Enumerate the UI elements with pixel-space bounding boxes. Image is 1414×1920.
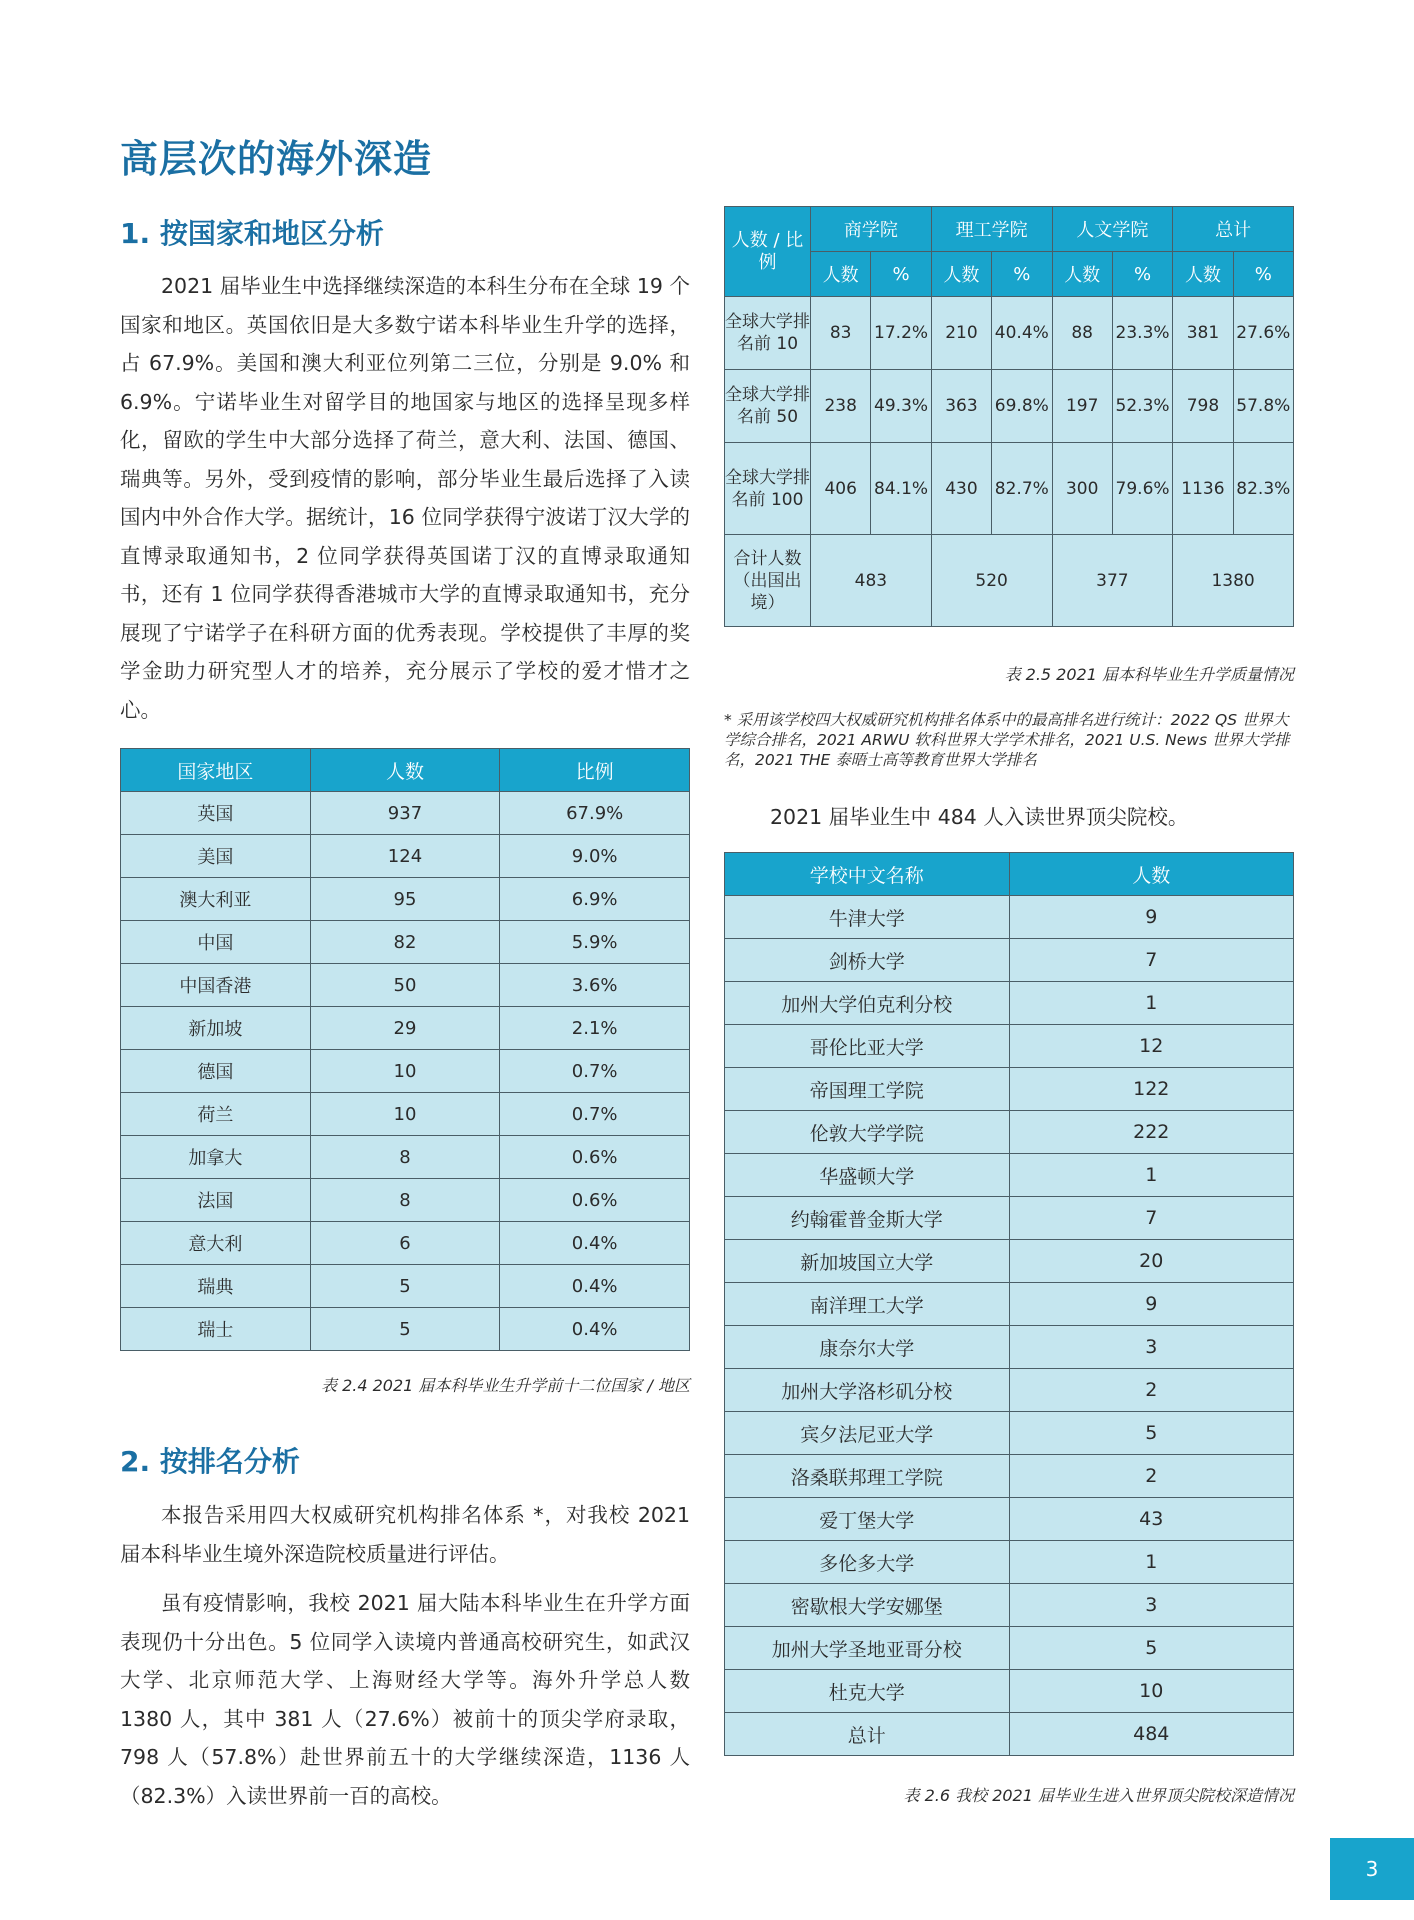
table-row: [725, 1627, 1294, 1670]
table-cell: 5: [310, 1265, 500, 1308]
table-row: [725, 982, 1294, 1025]
page-title: 高层次的海外深造: [120, 137, 433, 181]
table-cell: 20: [1009, 1240, 1294, 1283]
table-row: [725, 939, 1294, 982]
section-1-title: 1. 按国家和地区分析: [120, 217, 384, 250]
quality-sub-header: 人数: [811, 252, 871, 297]
table-cell: 5.9%: [500, 921, 690, 964]
table-cell: 英国: [121, 792, 311, 835]
table-row: [725, 1584, 1294, 1627]
table-row: [725, 1326, 1294, 1369]
table-cell: 1: [1009, 982, 1294, 1025]
table-row: [121, 1265, 690, 1308]
section-1-paragraph: 2021 届毕业生中选择继续深造的本科生分布在全球 19 个国家和地区。英国依旧是大多数宁诺本科毕业生升学的选择，占 67.9%。美国和澳大利亚位列第二三位，分别是 9.0% 和 6.9%。宁诺毕业生对留学目的地国家与地区的选择呈现多样化，留欧的学生中大部分选择了荷兰，意大利、法国、德国、瑞典等。另外，受到疫情的影响，部分毕业生最后选择了入读国内中外合作大学。据统计，16 位同学获得宁波诺丁汉大学的直博录取通知书，2 位同学获得英国诺丁汉的直博录取通知书，还有 1 位同学获得香港城市大学的直博录取通知书，充分展现了宁诺学子在科研方面的优秀表现。学校提供了丰厚的奖学金助力研究型人才的培养，充分展示了学校的爱才惜才之心。: [120, 274, 690, 722]
table-row: [121, 792, 690, 835]
table-cell: 1136: [1173, 443, 1233, 535]
table-cell: 484: [1009, 1713, 1294, 1756]
table-cell: 17.2%: [871, 297, 931, 370]
school-header-cell: 人数: [1009, 853, 1294, 896]
table-row: [725, 1498, 1294, 1541]
table-row: [121, 878, 690, 921]
table-cell: 1: [1009, 1154, 1294, 1197]
quality-table-sub-header: [725, 252, 1294, 297]
school-header-cell: 学校中文名称: [725, 853, 1010, 896]
table-cell: 363: [931, 370, 991, 443]
table-cell: 加州大学洛杉矶分校: [725, 1369, 1010, 1412]
table-cell: 0.7%: [500, 1050, 690, 1093]
table-cell: 10: [310, 1050, 500, 1093]
ranking-footnote: * 采用该学校四大权威研究机构排名体系中的最高排名进行统计：2022 QS 世界大学综合排名，2021 ARWU 软科世界大学学术排名，2021 U.S. News 世界大学排名，2021 THE 泰晤士高等教育世界大学排名: [724, 711, 1290, 769]
table-cell: 康奈尔大学: [725, 1326, 1010, 1369]
table-cell: 3: [1009, 1584, 1294, 1627]
quality-group-header: 人文学院: [1052, 207, 1173, 252]
quality-table-caption: 表 2.5 2021 届本科毕业生升学质量情况: [1004, 665, 1294, 684]
table-cell: 1380: [1173, 535, 1294, 627]
table-cell: 7: [1009, 1197, 1294, 1240]
section-2-title: 2. 按排名分析: [120, 1445, 300, 1478]
table-cell: 8: [310, 1136, 500, 1179]
quality-sub-header: 人数: [931, 252, 991, 297]
table-cell: 88: [1052, 297, 1112, 370]
table-cell: 10: [1009, 1670, 1294, 1713]
table-cell: 210: [931, 297, 991, 370]
table-row: [121, 1136, 690, 1179]
table-cell: 2.1%: [500, 1007, 690, 1050]
table-cell: 82: [310, 921, 500, 964]
table-row: [121, 835, 690, 878]
table-row: [725, 1240, 1294, 1283]
table-cell: 牛津大学: [725, 896, 1010, 939]
table-row: [725, 896, 1294, 939]
table-cell: 意大利: [121, 1222, 311, 1265]
table-cell: 520: [931, 535, 1052, 627]
table-row: [725, 1713, 1294, 1756]
table-row: [121, 1007, 690, 1050]
table-cell: 瑞士: [121, 1308, 311, 1351]
table-cell: 加州大学伯克利分校: [725, 982, 1010, 1025]
table-row: [121, 964, 690, 1007]
table-cell: 8: [310, 1179, 500, 1222]
table-cell: 0.6%: [500, 1136, 690, 1179]
row-label-cell: 合计人数（出国出境）: [725, 535, 811, 627]
table-cell: 43: [1009, 1498, 1294, 1541]
table-cell: 伦敦大学学院: [725, 1111, 1010, 1154]
table-cell: 约翰霍普金斯大学: [725, 1197, 1010, 1240]
table-cell: 3: [1009, 1326, 1294, 1369]
table-cell: 124: [310, 835, 500, 878]
table-cell: 0.4%: [500, 1222, 690, 1265]
table-row: [725, 1541, 1294, 1584]
school-table: [724, 852, 1294, 1756]
table-cell: 57.8%: [1233, 370, 1293, 443]
table-row: [725, 1283, 1294, 1326]
table-cell: 0.4%: [500, 1265, 690, 1308]
table-cell: 67.9%: [500, 792, 690, 835]
row-label-cell: 全球大学排名前 100: [725, 443, 811, 535]
table-cell: 总计: [725, 1713, 1010, 1756]
table-cell: 12: [1009, 1025, 1294, 1068]
table-cell: 0.6%: [500, 1179, 690, 1222]
table-cell: 法国: [121, 1179, 311, 1222]
quality-sub-header: 人数: [1052, 252, 1112, 297]
country-table-body: [121, 792, 690, 1351]
table-cell: 0.7%: [500, 1093, 690, 1136]
school-table-header: [725, 853, 1294, 896]
table-cell: 瑞典: [121, 1265, 311, 1308]
table-cell: 2: [1009, 1455, 1294, 1498]
quality-sub-header: %: [871, 252, 931, 297]
table-cell: 澳大利亚: [121, 878, 311, 921]
table-row: [121, 1179, 690, 1222]
quality-sub-header: %: [1233, 252, 1293, 297]
country-table: [120, 748, 690, 1351]
table-cell: 杜克大学: [725, 1670, 1010, 1713]
table-cell: 新加坡国立大学: [725, 1240, 1010, 1283]
table-cell: 3.6%: [500, 964, 690, 1007]
quality-group-header: 理工学院: [931, 207, 1052, 252]
table-cell: 中国香港: [121, 964, 311, 1007]
table-cell: 加州大学圣地亚哥分校: [725, 1627, 1010, 1670]
table-cell: 10: [310, 1093, 500, 1136]
table-cell: 798: [1173, 370, 1233, 443]
table-cell: 6: [310, 1222, 500, 1265]
quality-table-body: [725, 297, 1294, 627]
table-row: [725, 1068, 1294, 1111]
table-cell: 52.3%: [1112, 370, 1172, 443]
table-cell: 197: [1052, 370, 1112, 443]
table-row: [725, 297, 1294, 370]
table-row: [121, 1222, 690, 1265]
table-cell: 406: [811, 443, 871, 535]
table-cell: 69.8%: [992, 370, 1052, 443]
quality-table-group-header: [725, 207, 1294, 252]
table-cell: 377: [1052, 535, 1173, 627]
country-header-cell: 人数: [310, 749, 500, 792]
school-table-caption: 表 2.6 我校 2021 届毕业生进入世界顶尖院校深造情况: [903, 1786, 1294, 1805]
school-table-body: [725, 896, 1294, 1756]
table-cell: 加拿大: [121, 1136, 311, 1179]
row-label-cell: 全球大学排名前 10: [725, 297, 811, 370]
table-row: [725, 1412, 1294, 1455]
table-row: [725, 1455, 1294, 1498]
table-cell: 83: [811, 297, 871, 370]
table-cell: 哥伦比亚大学: [725, 1025, 1010, 1068]
table-row: [725, 1154, 1294, 1197]
total-row: [725, 535, 1294, 627]
school-intro: 2021 届毕业生中 484 人入读世界顶尖院校。: [770, 805, 1189, 829]
table-cell: 40.4%: [992, 297, 1052, 370]
table-row: [725, 1670, 1294, 1713]
table-row: [121, 921, 690, 964]
table-row: [121, 1050, 690, 1093]
country-table-header: [121, 749, 690, 792]
table-cell: 84.1%: [871, 443, 931, 535]
table-cell: 122: [1009, 1068, 1294, 1111]
table-row: [121, 1093, 690, 1136]
table-cell: 洛桑联邦理工学院: [725, 1455, 1010, 1498]
table-cell: 新加坡: [121, 1007, 311, 1050]
table-cell: 华盛顿大学: [725, 1154, 1010, 1197]
quality-sub-header: 人数: [1173, 252, 1233, 297]
table-cell: 82.7%: [992, 443, 1052, 535]
table-cell: 7: [1009, 939, 1294, 982]
table-row: [725, 370, 1294, 443]
table-cell: 5: [1009, 1627, 1294, 1670]
table-cell: 381: [1173, 297, 1233, 370]
country-header-cell: 比例: [500, 749, 690, 792]
section-2-paragraph-1: 本报告采用四大权威研究机构排名体系 *，对我校 2021 届本科毕业生境外深造院校质量进行评估。: [120, 1503, 690, 1566]
table-cell: 27.6%: [1233, 297, 1293, 370]
table-cell: 6.9%: [500, 878, 690, 921]
table-cell: 1: [1009, 1541, 1294, 1584]
quality-sub-header: %: [992, 252, 1052, 297]
table-cell: 宾夕法尼亚大学: [725, 1412, 1010, 1455]
table-cell: 美国: [121, 835, 311, 878]
table-cell: 2: [1009, 1369, 1294, 1412]
table-cell: 82.3%: [1233, 443, 1293, 535]
table-cell: 德国: [121, 1050, 311, 1093]
quality-group-header: 商学院: [811, 207, 932, 252]
table-cell: 483: [811, 535, 932, 627]
table-cell: 9: [1009, 896, 1294, 939]
table-cell: 50: [310, 964, 500, 1007]
table-cell: 荷兰: [121, 1093, 311, 1136]
section-2-paragraph-2: 虽有疫情影响，我校 2021 届大陆本科毕业生在升学方面表现仍十分出色。5 位同学入读境内普通高校研究生，如武汉大学、北京师范大学、上海财经大学等。海外升学总人数 1380 人，其中 381 人（27.6%）被前十的顶尖学府录取，798 人（57.8%）赴世界前五十的大学继续深造，1136 人（82.3%）入读世界前一百的高校。: [120, 1591, 690, 1808]
table-cell: 222: [1009, 1111, 1294, 1154]
country-table-caption: 表 2.4 2021 届本科毕业生升学前十二位国家 / 地区: [321, 1376, 690, 1395]
table-row: [725, 1369, 1294, 1412]
table-cell: 5: [1009, 1412, 1294, 1455]
table-cell: 95: [310, 878, 500, 921]
table-cell: 9.0%: [500, 835, 690, 878]
quality-group-header: 总计: [1173, 207, 1294, 252]
table-cell: 79.6%: [1112, 443, 1172, 535]
table-cell: 5: [310, 1308, 500, 1351]
table-cell: 29: [310, 1007, 500, 1050]
table-cell: 23.3%: [1112, 297, 1172, 370]
table-row: [725, 1111, 1294, 1154]
table-cell: 爱丁堡大学: [725, 1498, 1010, 1541]
quality-sub-header: %: [1112, 252, 1172, 297]
page-number: 3: [1330, 1838, 1414, 1900]
table-cell: 238: [811, 370, 871, 443]
table-cell: 937: [310, 792, 500, 835]
table-cell: 南洋理工大学: [725, 1283, 1010, 1326]
country-header-cell: 国家地区: [121, 749, 311, 792]
table-row: [725, 1197, 1294, 1240]
table-cell: 剑桥大学: [725, 939, 1010, 982]
table-cell: 300: [1052, 443, 1112, 535]
table-row: [121, 1308, 690, 1351]
table-cell: 中国: [121, 921, 311, 964]
row-label-cell: 全球大学排名前 50: [725, 370, 811, 443]
quality-corner-cell: 人数 / 比例: [725, 207, 811, 297]
table-cell: 9: [1009, 1283, 1294, 1326]
table-cell: 49.3%: [871, 370, 931, 443]
table-cell: 430: [931, 443, 991, 535]
quality-table: [724, 206, 1294, 627]
table-cell: 多伦多大学: [725, 1541, 1010, 1584]
table-row: [725, 1025, 1294, 1068]
table-cell: 帝国理工学院: [725, 1068, 1010, 1111]
table-cell: 0.4%: [500, 1308, 690, 1351]
table-cell: 密歇根大学安娜堡: [725, 1584, 1010, 1627]
table-row: [725, 443, 1294, 535]
